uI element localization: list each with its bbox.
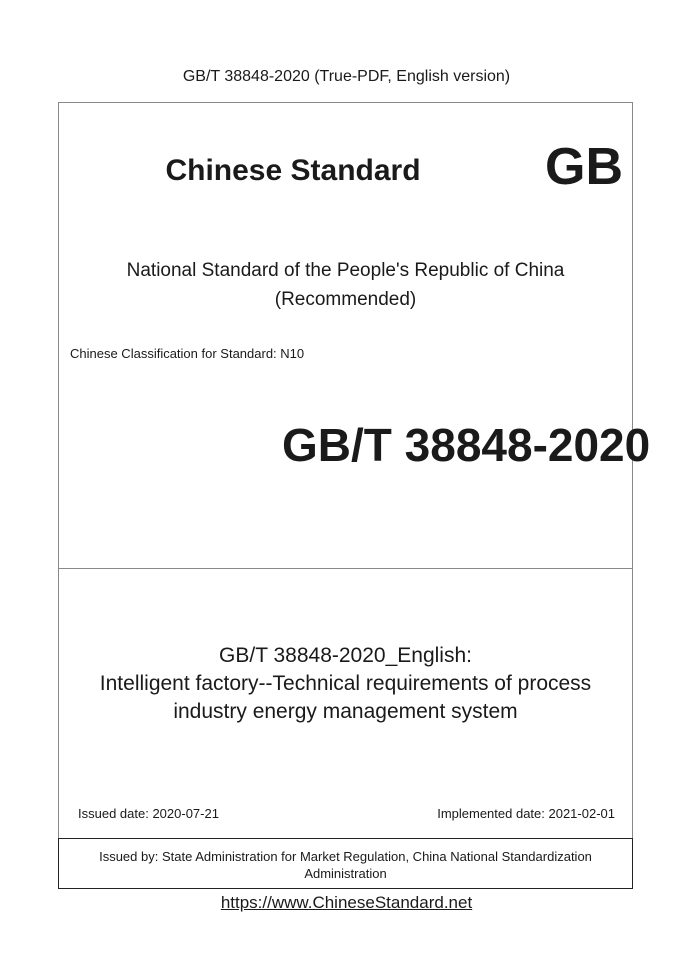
classification-text: Chinese Classification for Standard: N10 (70, 346, 305, 361)
implemented-date: Implemented date: 2021-02-01 (437, 806, 615, 821)
document-header: GB/T 38848-2020 (True-PDF, English version) (182, 68, 511, 85)
issued-date: Issued date: 2020-07-21 (78, 806, 219, 821)
standard-number: GB/T 38848-2020 (282, 419, 651, 471)
national-line-2: (Recommended) (274, 289, 417, 310)
chinese-standard-heading: Chinese Standard (165, 154, 421, 187)
english-title-line-3: industry energy management system (173, 700, 518, 723)
english-title-line-1: GB/T 38848-2020_English: (219, 644, 472, 667)
issuer-text: Issued by: State Administration for Market Regulation, China National Standardization Administration (99, 849, 592, 881)
website-link[interactable]: https://www.ChineseStandard.net (220, 893, 473, 912)
national-standard-text (58, 256, 633, 314)
english-title-line-2: Intelligent factory--Technical requirements of process (99, 672, 592, 695)
national-line-1: National Standard of the People's Republic of China (126, 260, 565, 281)
gb-mark: GB (545, 138, 623, 196)
english-title (58, 642, 633, 726)
